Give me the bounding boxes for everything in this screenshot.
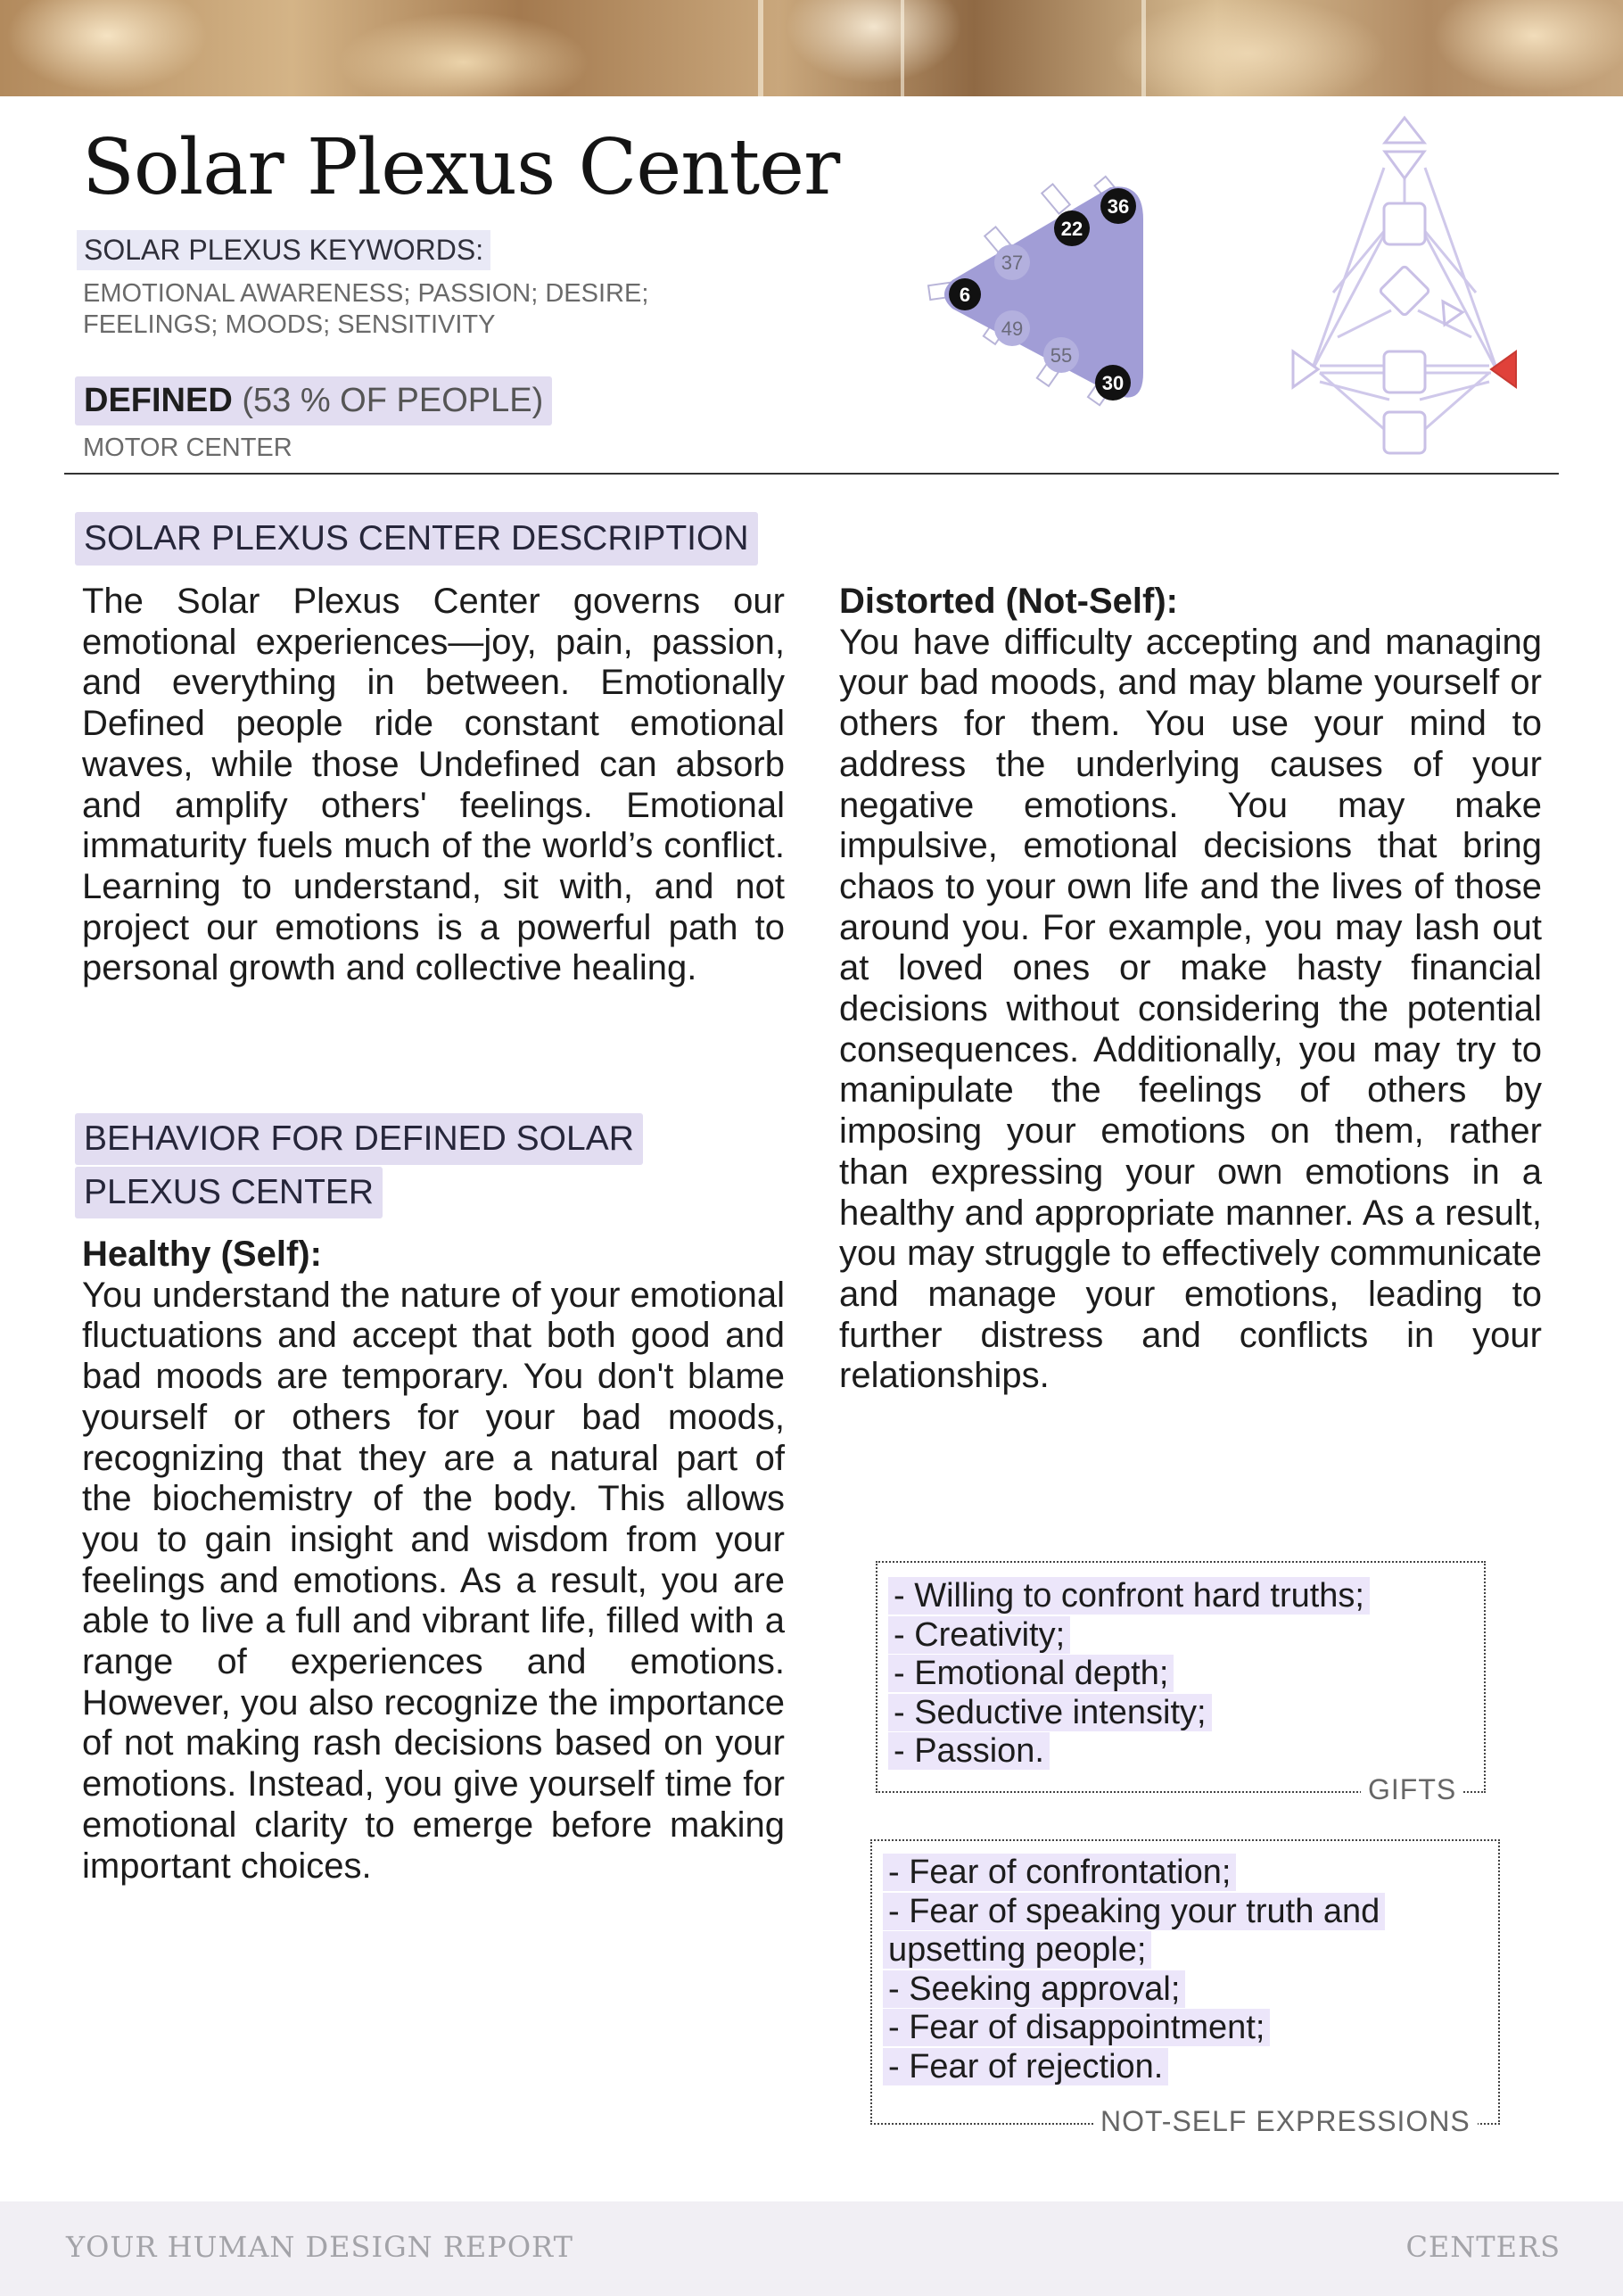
healthy-text: You understand the nature of your emotional fluctuations and accept that both good and bad moods are temporary. You don't blame yourself or others for your bad moods, recognizing that they are a natural part of the biochemistry of the body. This allows you to gain insight and wisdom from your feelings and emotions. As a result, you are able to live a full and vibrant life, filled with a range of experiences and emotions. However, you also recognize the importance of not making rash decisions based on your emotions. Instead, you give yourself time for emotional clarity to emerge before making important choices. (82, 1275, 785, 1886)
g-center (1380, 266, 1430, 317)
banner-highlight (758, 0, 763, 96)
gate-label: 36 (1107, 195, 1130, 218)
header-banner-image (0, 0, 1623, 96)
spleen-center (1293, 351, 1318, 387)
header-divider (64, 473, 1559, 475)
footer-report-title: YOUR HUMAN DESIGN REPORT (66, 2230, 573, 2264)
ajna-center (1385, 152, 1424, 178)
keywords-label: SOLAR PLEXUS KEYWORDS: (77, 230, 490, 270)
gate-37 (994, 244, 1030, 280)
list-item: - Fear of confrontation; (883, 1854, 1236, 1891)
gifts-caption: GIFTS (1361, 1773, 1463, 1806)
definition-badge (75, 376, 552, 425)
description-heading: SOLAR PLEXUS CENTER DESCRIPTION (75, 512, 758, 566)
gate-36 (1100, 188, 1136, 224)
list-item: - Fear of rejection. (883, 2048, 1168, 2085)
list-item: - Fear of speaking your truth and (883, 1893, 1385, 1930)
not-self-caption: NOT-SELF EXPRESSIONS (1093, 2105, 1478, 2138)
gate-30 (1095, 365, 1131, 401)
heart-center (1443, 301, 1462, 325)
keywords-line: EMOTIONAL AWARENESS; PASSION; DESIRE; (83, 279, 649, 308)
list-item: - Creativity; (888, 1616, 1070, 1654)
gate-49 (994, 310, 1030, 346)
list-item: - Seeking approval; (883, 1970, 1185, 2008)
center-type: MOTOR CENTER (83, 434, 292, 462)
gate-label: 55 (1050, 344, 1073, 367)
not-self-list (883, 1854, 1385, 2086)
list-item: - Emotional depth; (888, 1655, 1174, 1692)
healthy-label: Healthy (Self): (82, 1235, 322, 1274)
list-item: - Passion. (888, 1732, 1050, 1770)
banner-highlight (901, 0, 904, 96)
gate-label: 49 (1001, 318, 1024, 340)
sacral-center (1384, 351, 1425, 392)
defined-label: DEFINED (84, 382, 233, 419)
page-title: Solar Plexus Center (82, 123, 840, 212)
root-center (1384, 412, 1425, 453)
keywords-line: FEELINGS; MOODS; SENSITIVITY (83, 310, 496, 339)
description-text: The Solar Plexus Center governs our emotional experiences—joy, pain, passion, and everything in between. Emotionally Defined people ride constant emotional waves, while those Undefined can absorb and amplify others' feelings. Emotional immaturity fuels much of the world’s conflict. Learning to understand, sit with, and not project our emotions is a powerful path to personal growth and collective healing. (82, 582, 785, 988)
footer-section-name: CENTERS (1405, 2230, 1561, 2264)
gate-6 (949, 278, 981, 310)
list-item: - Fear of disappointment; (883, 2009, 1270, 2046)
list-item: upsetting people; (883, 1931, 1151, 1969)
defined-percentage: (53 % OF PEOPLE) (242, 382, 544, 419)
gate-label: 37 (1001, 252, 1024, 274)
solar-plexus-diagram (910, 175, 1177, 416)
behavior-heading-line: BEHAVIOR FOR DEFINED SOLAR (75, 1113, 643, 1165)
gifts-list (888, 1577, 1370, 1772)
gate-55 (1043, 337, 1079, 373)
distorted-label: Distorted (Not-Self): (839, 582, 1178, 621)
distorted-section (839, 582, 1542, 1397)
head-center (1385, 118, 1424, 143)
throat-center (1384, 203, 1425, 244)
gate-label: 22 (1060, 218, 1083, 240)
gate-label: 6 (959, 284, 971, 306)
solar-plexus-highlight (1491, 351, 1516, 387)
list-item: - Willing to confront hard truths; (888, 1577, 1370, 1615)
bodygraph-icon (1284, 114, 1525, 458)
distorted-text: You have difficulty accepting and managing your bad moods, and may blame yourself or others for them. You use your mind to address the underlying causes of your negative emotions. You may make impulsive, emotional decisions that bring chaos to your own life and the lives of those around you. For example, you may lash out at loved ones or make hasty financial decisions without considering the potential consequences. Additionally, you may try to manipulate the feelings of others by imposing your emotions on them, rather than expressing your own emotions in a healthy and appropriate manner. As a result, you may struggle to effectively communicate and manage your emotions, leading to further distress and conflicts in your relationships. (839, 622, 1542, 1396)
banner-highlight (1141, 0, 1146, 96)
behavior-heading-line: PLEXUS CENTER (75, 1167, 383, 1218)
list-item: - Seductive intensity; (888, 1694, 1212, 1731)
gate-label: 30 (1101, 372, 1125, 394)
gate-22 (1054, 211, 1090, 246)
keywords-text (83, 278, 761, 341)
behavior-heading (75, 1113, 643, 1220)
healthy-section (82, 1235, 785, 1887)
